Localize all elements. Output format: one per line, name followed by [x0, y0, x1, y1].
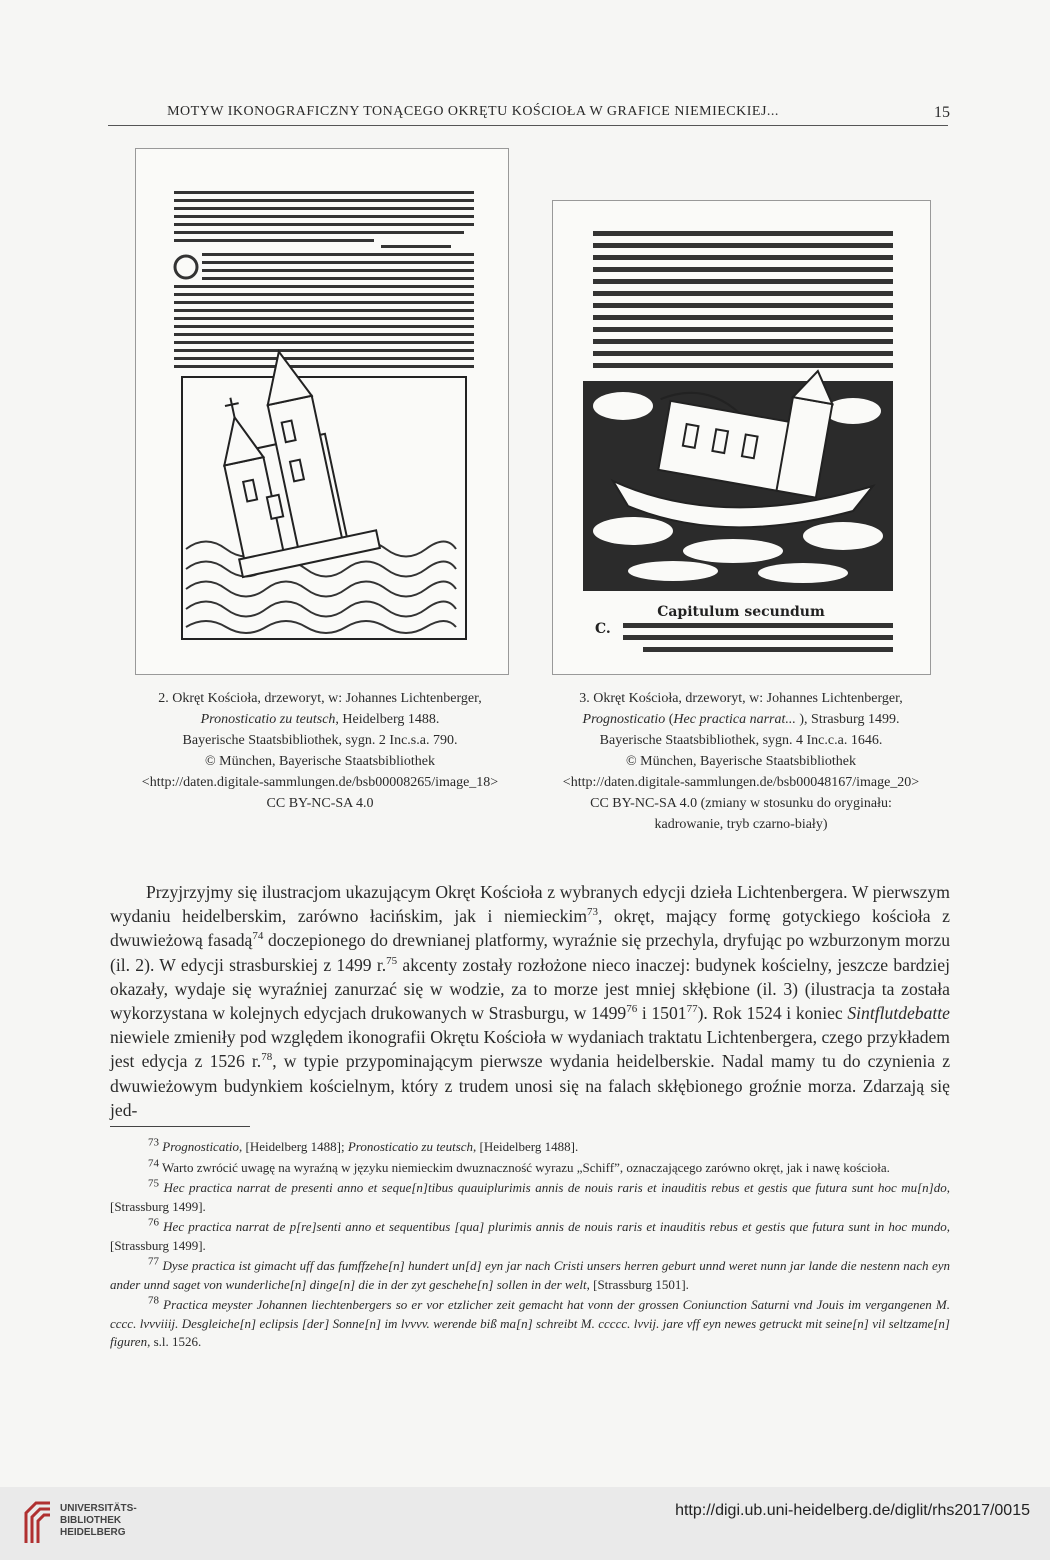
- caption-2-link[interactable]: <http://daten.digitale-sammlungen.de/bsb00008265/image_18>: [141, 775, 499, 790]
- footnote-title: Practica meyster Johannen liechtenbergers so er vor etzlicher zeit gemacht hat vonn der grossen Coniunction Saturni vnd Jouis im vergangenen M. cccc. lvvviiij. Desgleiche[n] eclipsis [der] Sonne[n] im lvvvv. werende biß ma[n] schreibt M. ccccc. lvvij. jare vff eyn newes getruckt mit seine[n] vil seltzame[n] figuren: [110, 1297, 950, 1349]
- footnote-text: , [Strassburg 1501].: [586, 1276, 689, 1292]
- footnote-number: 77: [148, 1255, 159, 1268]
- footnote-ref[interactable]: 77: [686, 1003, 698, 1016]
- figure-3-caption: [525, 688, 957, 835]
- caption-3-line: [525, 709, 957, 730]
- footnote-title: Hec practica narrat de p[re]senti anno et sequentibus [qua] plurimis annis de nouis raris et inauditis rebus et gestis que futura sunt in hoc mundo: [163, 1219, 947, 1234]
- text-run: i 1501: [637, 1003, 687, 1024]
- footnote-number: 78: [148, 1294, 159, 1307]
- figure-3-illustration: [553, 201, 930, 674]
- text-run: niewiele zmieniły pod względem ikonografii Okrętu Kościoła w wydaniach traktatu Lichtenbergera, czego przykładem jest edycja z 1526 r.: [110, 1027, 950, 1072]
- footnote-text: , [Strassburg 1499].: [110, 1180, 950, 1214]
- footnote-ref[interactable]: 76: [626, 1003, 638, 1016]
- footnote-text: , [Strassburg 1499].: [110, 1219, 950, 1253]
- footnotes: [110, 1138, 950, 1354]
- footnote-rule: [110, 1126, 250, 1127]
- figure-3-woodcut: [552, 200, 931, 675]
- caption-3-title: Prognosticatio: [582, 712, 666, 727]
- footnote-title: Pronosticatio zu teutsch: [347, 1139, 474, 1154]
- footnote-number: 75: [148, 1177, 159, 1190]
- footnote-76: [110, 1218, 950, 1255]
- paragraph: [110, 880, 950, 1122]
- footnote-ref[interactable]: 73: [587, 906, 599, 919]
- footnote-75: [110, 1179, 950, 1216]
- footnote-number: 74: [148, 1157, 159, 1170]
- caption-3-subtitle: Hec practica narrat...: [673, 712, 796, 727]
- footnote-ref[interactable]: 75: [386, 954, 398, 967]
- library-name-line: BIBLIOTHEK: [60, 1515, 122, 1526]
- text-run: , w typie przypominającym pierwsze wydania heidelberskie. Nadal mamy tu do czynienia z dwuwieżowym budynkiem kościelnym, który z trudem unosi się na falach skłębionego groźnie morza. Zdarzają się jed-: [110, 1051, 950, 1120]
- footnote-74: [110, 1159, 950, 1178]
- footnote-text: , [Heidelberg 1488];: [239, 1139, 348, 1154]
- library-logo-icon: [22, 1499, 54, 1545]
- figure-3-heading: Capitulum secundum: [657, 604, 825, 620]
- footnote-78: [110, 1296, 950, 1352]
- caption-2-line: 2. Okręt Kościoła, drzeworyt, w: Johannes Lichtenberger,: [158, 691, 482, 706]
- footnote-text: , s.l. 1526.: [147, 1334, 202, 1349]
- body-text: [110, 880, 950, 1122]
- caption-2-line: Bayerische Staatsbibliothek, sygn. 2 Inc.s.a. 790.: [182, 733, 458, 748]
- figure-2-illustration: [136, 149, 508, 674]
- italic-term: Sintflutdebatte: [847, 1003, 950, 1024]
- footer-bar: [0, 1487, 1050, 1560]
- caption-2-license: CC BY-NC-SA 4.0: [266, 796, 374, 811]
- text-run: ). Rok 1524 i koniec: [697, 1003, 848, 1024]
- library-name-line: UNIVERSITÄTS-: [60, 1503, 137, 1514]
- figure-2-caption: [110, 688, 530, 814]
- library-name-line: HEIDELBERG: [60, 1527, 126, 1538]
- running-title: MOTYW IKONOGRAFICZNY TONĄCEGO OKRĘTU KOŚCIOŁA W GRAFICE NIEMIECKIEJ...: [167, 104, 779, 119]
- caption-3-line: kadrowanie, tryb czarno-biały): [654, 817, 828, 832]
- footnote-title: Dyse practica ist gimacht uff das fumffzehe[n] hundert un[d] eyn jar nach Cristi unsers herren geburt unnd weret nunn jar lande die nestenn nach eyn ander unnd saget von wunderliche[n] dinge[n] die in der zyt geschehe[n] sollen in der welt: [110, 1258, 950, 1292]
- caption-3-link[interactable]: <http://daten.digitale-sammlungen.de/bsb00048167/image_20>: [562, 775, 920, 790]
- footnote-number: 76: [148, 1216, 159, 1229]
- footnote-77: [110, 1257, 950, 1294]
- caption-2-line: © München, Bayerische Staatsbibliothek: [205, 754, 435, 769]
- text-run: akcenty zostały rozłożone nieco inaczej: budynek kościelny, jeszcze bardziej okazały, wydaje się wyraźniej zanurzać się w wodzie, za to morze jest mniej skłębione (il. 3) (ilustracja ta została wykorzystana w kolejnych edycjach drukowanych w Strasburgu, w 1499: [110, 954, 950, 1024]
- footnote-number: 73: [148, 1136, 159, 1149]
- caption-2-line: [110, 709, 530, 730]
- page-number: 15: [934, 104, 950, 121]
- figure-2-woodcut: [135, 148, 509, 675]
- text-run: Przyjrzyjmy się ilustracjom ukazującym Okręt Kościoła z wybranych edycji dzieła Lichtenbergera. W pierwszym wydaniu heidelberskim, zarówno łacińskim, jak i niemieckim: [110, 882, 950, 927]
- caption-2-title: Pronosticatio zu teutsch: [200, 712, 336, 727]
- footnote-title: Prognosticatio: [162, 1139, 240, 1154]
- caption-3-paren: (: [665, 712, 674, 727]
- footnote-ref[interactable]: 74: [252, 930, 264, 943]
- caption-3-line: Bayerische Staatsbibliothek, sygn. 4 Inc.c.a. 1646.: [599, 733, 883, 748]
- caption-3-line: © München, Bayerische Staatsbibliothek: [626, 754, 856, 769]
- footnote-text: , [Heidelberg 1488].: [473, 1139, 579, 1154]
- caption-3-place: ), Strasburg 1499.: [795, 712, 900, 727]
- caption-2-place: , Heidelberg 1488.: [335, 712, 440, 727]
- source-url[interactable]: http://digi.ub.uni-heidelberg.de/diglit/rhs2017/0015: [675, 1502, 1030, 1519]
- footnote-title: Hec practica narrat de presenti anno et seque[n]tibus quauiplurimis annis de nouis raris et inauditis rebus et gestis que futura sunt hoc mu[n]do: [163, 1180, 947, 1195]
- figure-3-letter: C.: [595, 621, 611, 637]
- caption-3-line: 3. Okręt Kościoła, drzeworyt, w: Johannes Lichtenberger,: [579, 691, 903, 706]
- text-run: doczepionego do drewnianej platformy, wyraźnie się przechyla, dryfując po wzburzonym morzu (il. 2). W edycji strasburskiej z 1499 r.: [110, 930, 950, 975]
- header-rule: [108, 125, 948, 126]
- library-name: [60, 1503, 137, 1539]
- footnote-text: Warto zwrócić uwagę na wyraźną w języku niemieckim dwuznaczność wyrazu „Schiff”, oznaczającego zarówno okręt, jak i nawę kościoła.: [162, 1159, 890, 1175]
- footnote-ref[interactable]: 78: [261, 1051, 273, 1064]
- caption-3-license: CC BY-NC-SA 4.0 (zmiany w stosunku do oryginału:: [590, 796, 892, 811]
- text-run: , okręt, mający formę gotyckiego kościoła z dwuwieżową fasadą: [110, 906, 950, 951]
- footnote-73: [110, 1138, 950, 1157]
